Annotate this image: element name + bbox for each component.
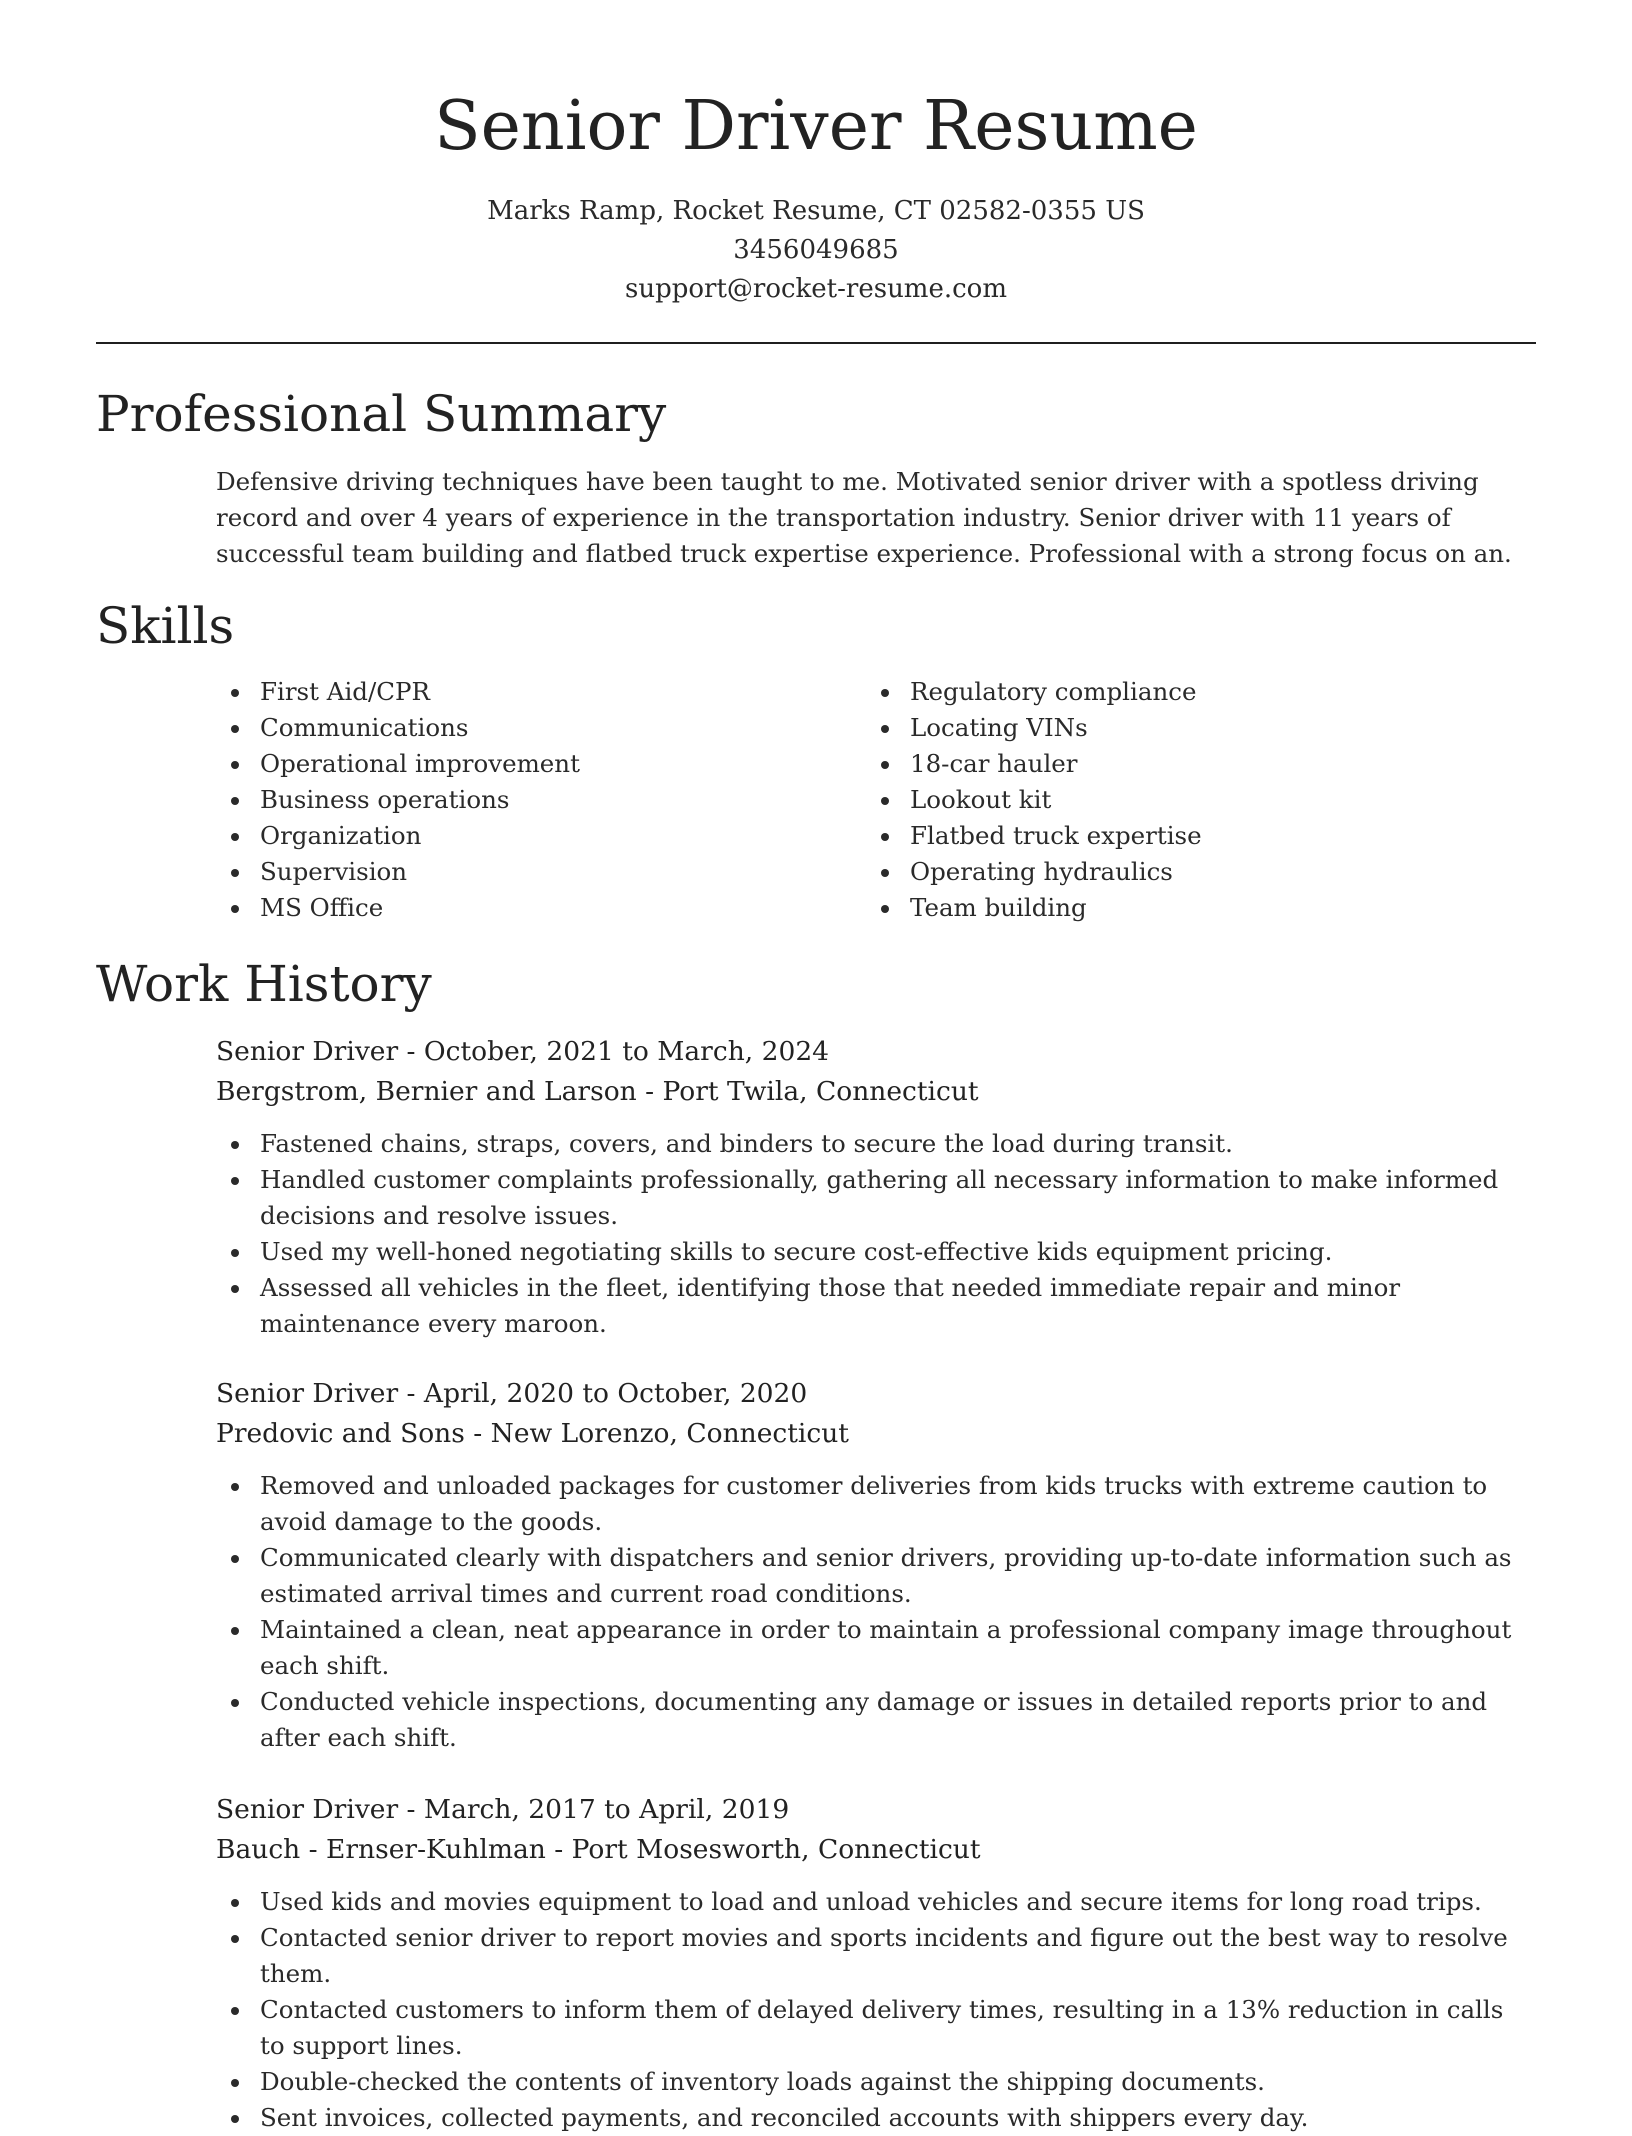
job-bullet: Removed and unloaded packages for customer deliveries from kids trucks with extreme caution to avoid damage to the goods. xyxy=(216,1468,1526,1540)
skills-heading: Skills xyxy=(96,597,235,655)
skills-list-left xyxy=(216,674,580,926)
job-bullet: Handled customer complaints professionally, gathering all necessary information to make informed decisions and resolve issues. xyxy=(216,1162,1526,1234)
job-role-dates: Senior Driver - October, 2021 to March, 2024 xyxy=(216,1036,830,1067)
skill-item: Operating hydraulics xyxy=(866,854,1202,890)
skill-item: Regulatory compliance xyxy=(866,674,1202,710)
job-entry xyxy=(216,1374,1526,1756)
job-bullet: Contacted senior driver to report movies and sports incidents and figure out the best way to resolve them. xyxy=(216,1920,1526,1992)
job-bullets xyxy=(216,1126,1526,1342)
contact-block xyxy=(0,192,1632,309)
job-bullet: Used kids and movies equipment to load and unload vehicles and secure items for long road trips. xyxy=(216,1884,1526,1920)
job-bullets xyxy=(216,1884,1526,2136)
skill-item: Operational improvement xyxy=(216,746,580,782)
job-company-location: Predovic and Sons - New Lorenzo, Connecticut xyxy=(216,1418,849,1449)
job-bullet: Communicated clearly with dispatchers and senior drivers, providing up-to-date information such as estimated arrival times and current road conditions. xyxy=(216,1540,1526,1612)
skill-item: 18-car hauler xyxy=(866,746,1202,782)
skill-item: Business operations xyxy=(216,782,580,818)
contact-phone: 3456049685 xyxy=(733,235,899,265)
job-bullet: Maintained a clean, neat appearance in order to maintain a professional company image throughout each shift. xyxy=(216,1612,1526,1684)
job-bullet: Contacted customers to inform them of delayed delivery times, resulting in a 13% reduction in calls to support lines. xyxy=(216,1992,1526,2064)
summary-heading: Professional Summary xyxy=(96,385,667,443)
skill-item: Team building xyxy=(866,890,1202,926)
job-bullet: Assessed all vehicles in the fleet, identifying those that needed immediate repair and minor maintenance every maroon. xyxy=(216,1270,1526,1342)
skills-list-right xyxy=(866,674,1202,926)
skill-item: Supervision xyxy=(216,854,580,890)
job-role-dates: Senior Driver - April, 2020 to October, 2020 xyxy=(216,1378,808,1409)
contact-email: support@rocket-resume.com xyxy=(624,274,1007,304)
job-entry xyxy=(216,1790,1526,2136)
job-bullet: Double-checked the contents of inventory loads against the shipping documents. xyxy=(216,2064,1526,2100)
job-bullets xyxy=(216,1468,1526,1756)
skill-item: Locating VINs xyxy=(866,710,1202,746)
skill-item: Communications xyxy=(216,710,580,746)
job-company-location: Bergstrom, Bernier and Larson - Port Twila, Connecticut xyxy=(216,1076,979,1107)
contact-address: Marks Ramp, Rocket Resume, CT 02582-0355 US xyxy=(487,196,1145,226)
job-bullet: Conducted vehicle inspections, documenting any damage or issues in detailed reports prior to and after each shift. xyxy=(216,1684,1526,1756)
resume-title: Senior Driver Resume xyxy=(434,87,1198,166)
skill-item: Lookout kit xyxy=(866,782,1202,818)
job-bullet: Fastened chains, straps, covers, and binders to secure the load during transit. xyxy=(216,1126,1526,1162)
skill-item: Organization xyxy=(216,818,580,854)
summary-text: Defensive driving techniques have been taught to me. Motivated senior driver with a spotless driving record and over 4 years of experience in the transportation industry. Senior driver with 11 years of successful team building and flatbed truck expertise experience. Professional with a strong focus on an. xyxy=(216,467,1512,568)
job-role-dates: Senior Driver - March, 2017 to April, 2019 xyxy=(216,1794,790,1825)
job-entry xyxy=(216,1032,1526,1342)
job-bullet: Used my well-honed negotiating skills to secure cost-effective kids equipment pricing. xyxy=(216,1234,1526,1270)
skill-item: Flatbed truck expertise xyxy=(866,818,1202,854)
work-history-heading: Work History xyxy=(96,955,432,1013)
job-company-location: Bauch - Ernser-Kuhlman - Port Mosesworth, Connecticut xyxy=(216,1834,981,1865)
skill-item: First Aid/CPR xyxy=(216,674,580,710)
header-divider xyxy=(96,342,1536,344)
job-bullet: Sent invoices, collected payments, and reconciled accounts with shippers every day. xyxy=(216,2100,1526,2136)
skill-item: MS Office xyxy=(216,890,580,926)
